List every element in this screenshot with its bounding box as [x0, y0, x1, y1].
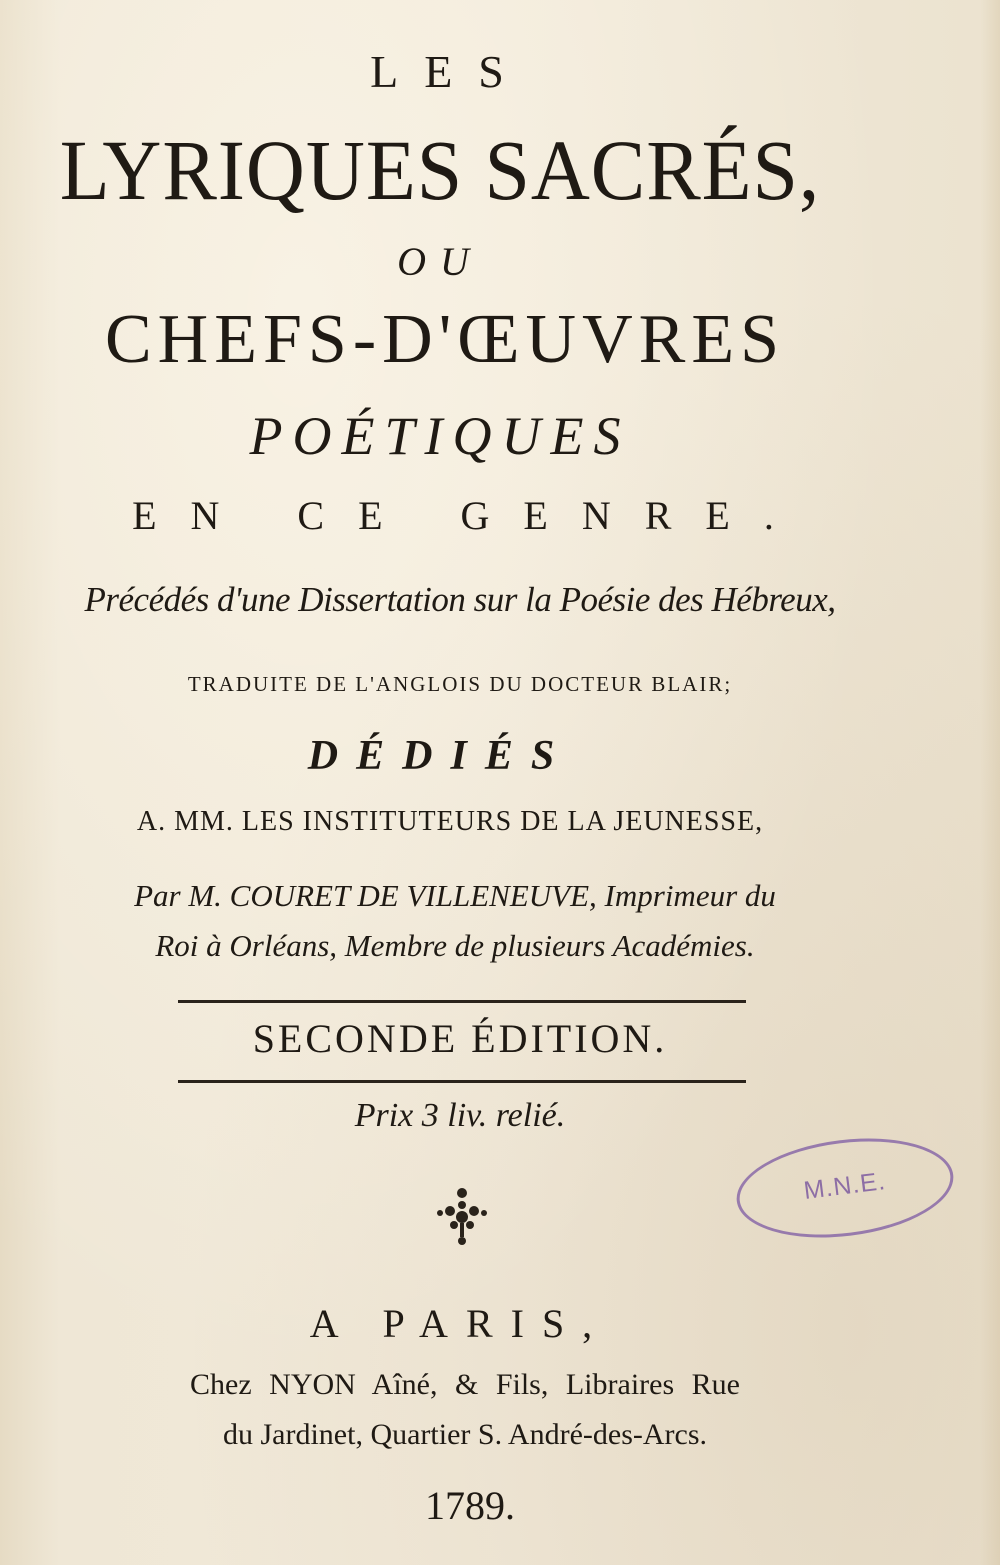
price-line: Prix 3 liv. relié.	[354, 1097, 566, 1134]
fleuron-ornament-icon	[430, 1183, 494, 1247]
subtitle-chefs: CHEFS-D'ŒUVRES	[104, 301, 786, 378]
main-title: LYRIQUES SACRÉS,	[59, 122, 821, 218]
translation-note: TRADUITE DE L'ANGLOIS DU DOCTEUR BLAIR;	[187, 672, 733, 696]
title-ou: OU	[397, 239, 483, 284]
dedies-heading: DÉDIÉS	[307, 733, 573, 779]
stamp-text: M.N.E.	[802, 1167, 888, 1205]
author-line-1: Par M. COURET DE VILLENEUVE, Imprimeur du	[134, 878, 776, 913]
edition-label: SECONDE ÉDITION.	[252, 1016, 668, 1061]
divider-rule-bottom	[178, 1080, 746, 1083]
preface-note: Précédés d'une Dissertation sur la Poésie des Hébreux,	[84, 580, 836, 619]
author-line-2: Roi à Orléans, Membre de plusieurs Académies.	[155, 928, 755, 963]
title-les: LES	[370, 46, 530, 97]
publisher-line-1: Chez NYON Aîné, & Fils, Libraires Rue	[190, 1368, 740, 1401]
subtitle-genre: EN CE GENRE.	[132, 493, 808, 538]
subtitle-poetiques: POÉTIQUES	[249, 406, 631, 466]
publisher-line-2: du Jardinet, Quartier S. André-des-Arcs.	[222, 1418, 708, 1451]
divider-rule-top	[178, 1000, 746, 1003]
dedication-line: A. MM. LES INSTITUTEURS DE LA JEUNESSE,	[136, 806, 764, 837]
library-stamp	[731, 1127, 959, 1249]
publication-year: 1789.	[425, 1483, 515, 1528]
imprint-place: A PARIS,	[309, 1301, 611, 1346]
